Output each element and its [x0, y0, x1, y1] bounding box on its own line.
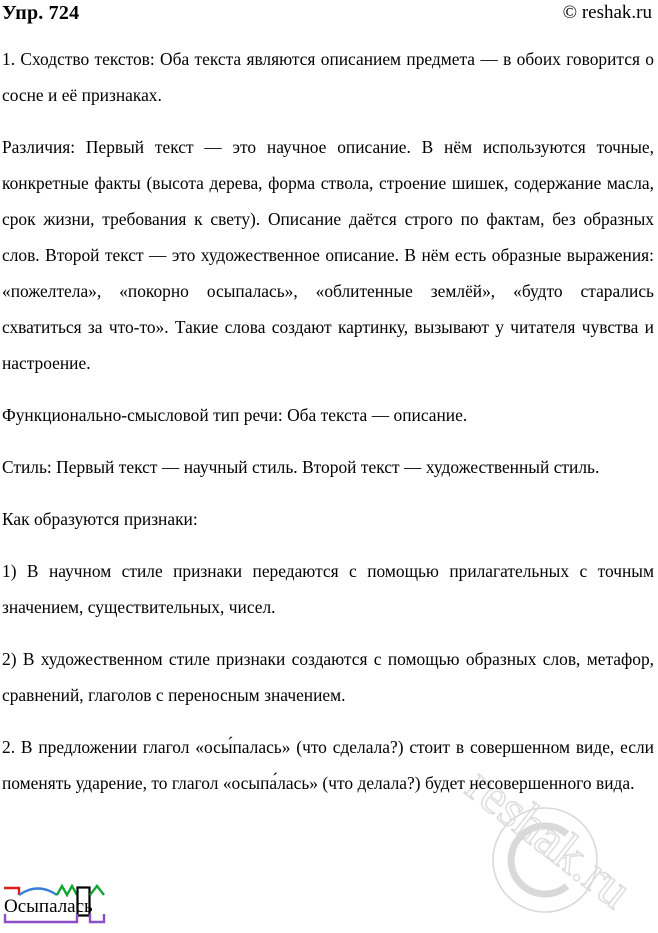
paragraph: 1. Сходство текстов: Оба текста являются описанием предмета — в обоих говорится о сосне и её признаках.	[2, 49, 654, 105]
root-mark	[19, 889, 57, 896]
watermark-text: reshak.ru	[455, 756, 643, 920]
suffix-mark	[57, 886, 77, 895]
copyright-notice: © reshak.ru	[562, 2, 652, 23]
morpheme-analysis	[2, 884, 202, 930]
paragraph: Различия: Первый текст — это научное описание. В нём используются точные, конкретные факты (высота дерева, форма ствола, строение шишек, содержание масла, срок жизни, требования к свету). Описание даётся строго по фактам, без образных слов. Второй текст — это художественное описание. В нём есть образные выражения: «пожелтела», «покорно осыпалась», «облитенные землёй», «будто старались схватиться за что-то». Такие слова создают картинку, вызывают у читателя чувства и настроение.	[2, 137, 654, 373]
paragraph: 2) В художественном стиле признаки создаются с помощью образных слов, метафор, сравнений, глаголов с переносным значением.	[2, 649, 654, 705]
paragraph: Стиль: Первый текст — научный стиль. Второй текст — художественный стиль.	[2, 457, 600, 477]
morpheme-word: Осыпалась	[4, 896, 93, 917]
paragraph: Функционально-смысловой тип речи: Оба текста — описание.	[2, 405, 468, 425]
paragraph: Как образуются признаки:	[2, 509, 198, 529]
paragraph: 2. В предложении глагол «осы́палась» (что сделала?) стоит в совершенном виде, если поменять ударение, то глагол «осыпа́лась» (что делала?) будет несовершенного вида.	[2, 737, 654, 793]
paragraph: 1) В научном стиле признаки передаются с помощью прилагательных с точным значением, существительных, чисел.	[2, 561, 654, 617]
page-header	[2, 0, 654, 31]
postfix-mark	[90, 886, 104, 895]
answer-content	[2, 31, 654, 801]
exercise-title: Упр. 724	[2, 2, 80, 24]
prefix-mark	[4, 888, 19, 895]
